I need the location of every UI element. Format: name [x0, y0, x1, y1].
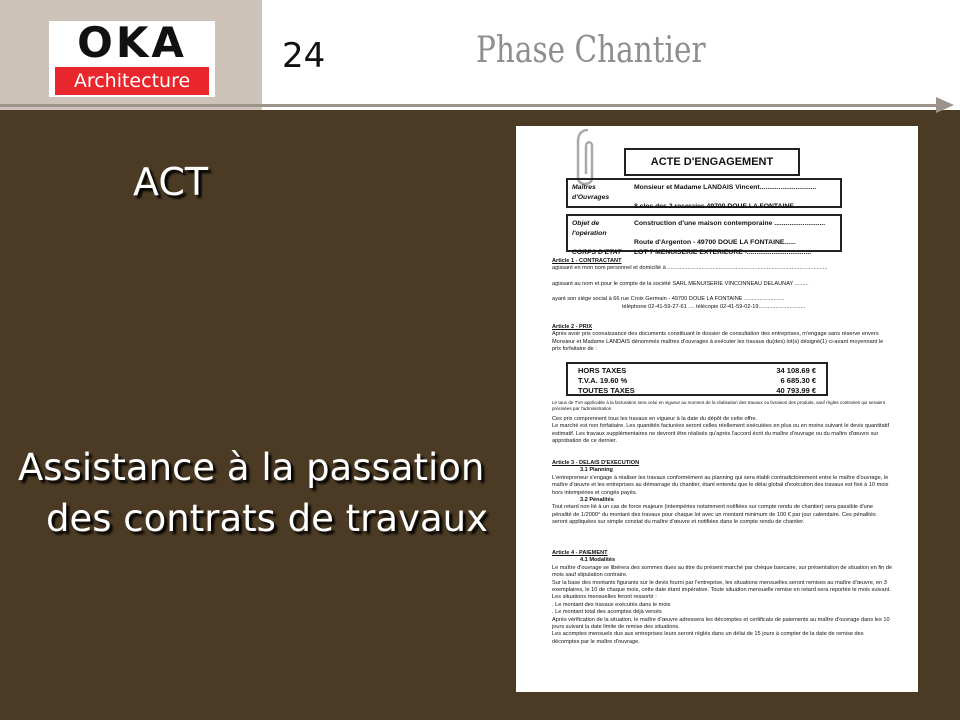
owners-address: 8 clos des 2 roseraies 49700 DOUE LA FONTAINE ... — [634, 203, 802, 210]
price-ttc-value: 40 793.99 € — [776, 386, 816, 395]
article-3-paragraph-2: Tout retard non lié à un cas de force majeure (intempéries notamment notifiées sur compte rendu de chantier) sera passible d'une pénalité de 1/2000° du montant des travaux pour chaque lot avec un montant minimum de 100 € par jour calendaire. Ces pénalités seront appliquées sur simple constat du maître d'œuvre et notifiées dans le compte rendu de chantier. — [552, 504, 876, 526]
header — [0, 0, 960, 110]
operation-label: Objet de l'opération — [572, 220, 607, 237]
section-title: ACT — [133, 160, 209, 204]
article-2-continued — [552, 400, 892, 446]
operation-address: Route d'Argenton - 49700 DOUE LA FONTAINE...... — [634, 239, 796, 246]
price-ht-value: 34 108.69 € — [776, 366, 816, 375]
article-4-paragraph-3: Après vérification de la situation, le maître d'œuvre adressera les décomptes et certificats de paiements au maître d'ouvrage dans les 10 jours suivant la date limite de remise des situations. — [552, 616, 890, 631]
article-4 — [552, 550, 892, 646]
header-arrow-line — [0, 104, 944, 107]
article-1 — [552, 258, 892, 311]
article-2-note: Le taux de TVA applicable à la facturation sera celui en vigueur au moment de la réalisation des travaux ou livraison des produits, sauf règles contraires qui seraient précisées par l'administration — [552, 400, 886, 411]
owners-box — [566, 178, 842, 208]
document-title: ACTE D'ENGAGEMENT — [624, 148, 800, 176]
price-tva-label: T.V.A. 19.60 % — [578, 376, 628, 385]
article-4-paragraph-1: Le maître d'ouvrage se libérera des sommes dues au titre du présent marché par chèque bancaire, sur présentation de situation en fin de mois sauf stipulation contraire. — [552, 564, 892, 579]
operation-box — [566, 214, 842, 256]
owners-name: Monsieur et Madame LANDAIS Vincent.............................. — [634, 184, 817, 191]
article-3-subtitle-2: 3.2 Pénalités — [580, 497, 614, 504]
article-4-bullet-1: . Le montant des travaux exécutés dans le mois — [552, 601, 671, 608]
slide-number: 24 — [282, 36, 326, 76]
article-4-paragraph-2: Sur la base des montants figurants sur le devis fourni par l'entreprise, les situations mensuelles seront remises au maître d'œuvre, en 3 exemplaires, le 10 de chaque mois, cette date étant impérative. Toute situation mensuelle remise en retard sera reportée le mois suivant. Les situations mensuelles feront ressortir : — [552, 579, 891, 601]
article-1-line-4: téléphone 02-41-59-27-61 .... télécopie 02-41-59-02-19.............................. — [622, 303, 806, 310]
article-2-title: Article 2 - PRIX — [552, 324, 593, 330]
operation-value: Construction d'une maison contemporaine ........................... — [634, 220, 826, 227]
price-box — [566, 362, 828, 396]
article-2-paragraph-2: Ces prix comprennent tous les travaux en vigueur à la date du dépôt de cette offre. — [552, 416, 758, 422]
trade-label: CORPS D'ETAT — [572, 248, 622, 256]
article-2-paragraph-3: Le marché est non forfaitaire. Les quantités facturées seront celles réellement exécutées en plus ou en moins suivant le devis quantitatif estimatif. Les travaux supplémentaires ne devront être réalisés qu'après l'accord écrit du maître d'ouvrage ou du maître d'œuvre sur approbation de ce dernier. — [552, 423, 890, 445]
article-3 — [552, 460, 892, 527]
price-ht-label: HORS TAXES — [578, 366, 627, 375]
article-4-subtitle-1: 4.1 Modalités — [580, 557, 616, 564]
document-image — [516, 126, 918, 692]
company-logo — [49, 18, 215, 97]
article-2 — [552, 324, 892, 354]
article-3-subtitle-1: 3.1 Planning — [580, 467, 613, 474]
arrow-right-icon — [936, 97, 954, 113]
article-4-bullet-2: . Le montant total des acomptes déjà versés — [552, 609, 662, 616]
article-1-line-2: agissant au nom et pour le compte de la société SARL MENUISERIE VINCONNEAU DELAUNAY ......... — [552, 280, 809, 287]
article-1-line-3: ayant son siège social à 66 rue Croix Germain - 49700 DOUE LA FONTAINE .......................... — [552, 296, 785, 303]
logo-name: OKA — [77, 18, 187, 67]
owners-label: Maîtres d'Ouvrages — [572, 184, 610, 201]
article-3-title: Article 3 - DELAIS D'EXECUTION — [552, 460, 640, 466]
price-tva-value: 6 685.30 € — [780, 376, 816, 385]
article-4-title: Article 4 - PAIEMENT — [552, 550, 608, 556]
article-1-line-1: agissant en mon nom personnel et domicilié à ....................................................................................................... — [552, 265, 828, 272]
logo-subtitle: Architecture — [55, 67, 209, 95]
price-ttc-label: TOUTES TAXES — [578, 386, 635, 395]
article-4-paragraph-4: Les acomptes mensuels dus aux entreprises leurs seront réglés dans un délai de 15 jours à compter de la date de remise des décomptes par le maître d'ouvrage. — [552, 631, 864, 645]
description-line-1: Assistance à la passation — [18, 446, 485, 489]
description-line-2: des contrats de travaux — [46, 497, 488, 540]
phase-title: Phase Chantier — [476, 30, 706, 71]
trade-value: LOT 7 MENUISERIE EXTERIEURE -.................................. — [634, 248, 812, 256]
article-3-paragraph-1: L'entrepreneur s'engage à réaliser les travaux conformément au planning qui sera établi contradictoirement entre le maître d'ouvrage, le maître d'œuvre et les entreprises au démarrage du chantier, étant entendu que le délai global d'exécution des travaux est fixé à 10 mois hors intempéries et congés payés. — [552, 474, 889, 496]
article-2-paragraph-1: Après avoir pris connaissance des documents constituant le dossier de consultation des entreprises, m'engage sans réserve envers Monsieur et Madame LANDAIS dénommés maîtres d'ouvrages à exécuter les travaux du(des) lot(s) désigné(1) ci-avant moyennant le prix forfaitaire de : — [552, 331, 884, 353]
article-1-title: Article 1 - CONTRACTANT — [552, 258, 622, 264]
